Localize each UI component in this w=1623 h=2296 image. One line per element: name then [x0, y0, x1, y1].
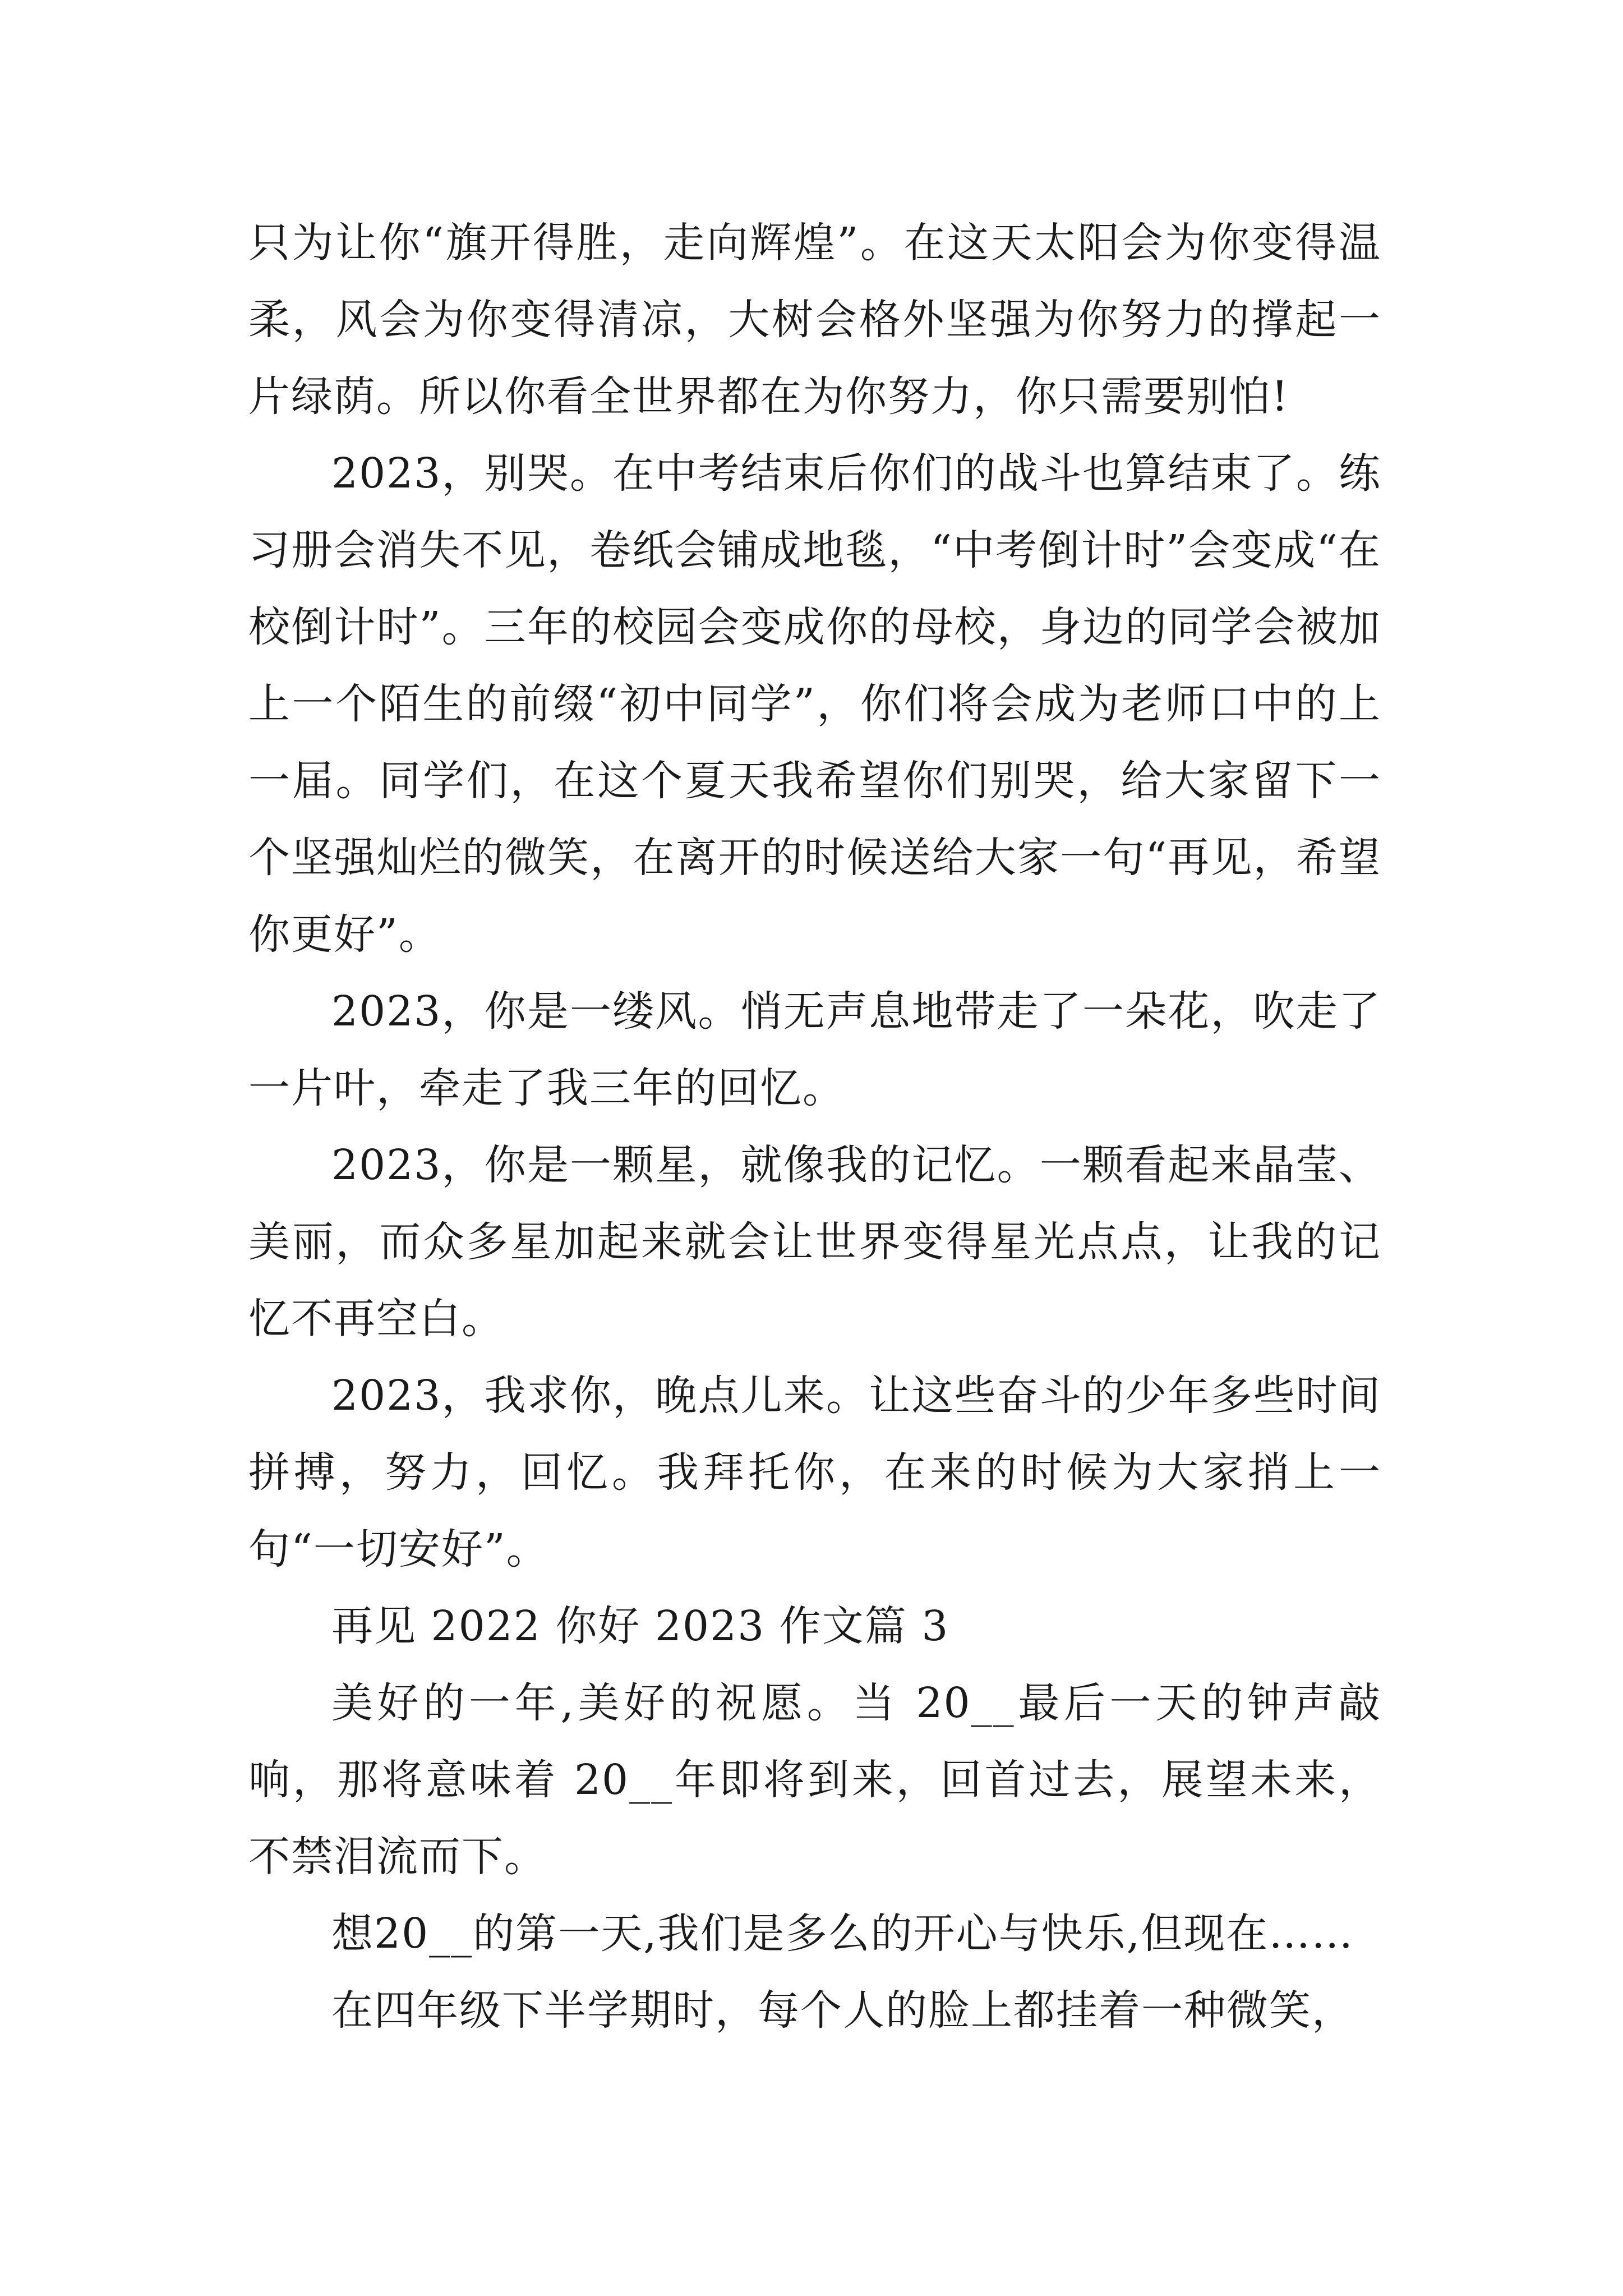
paragraph-8: 在四年级下半学期时，每个人的脸上都挂着一种微笑，: [331, 1986, 1354, 2035]
paragraph-1: 只为让你“旗开得胜，走向辉煌”。在这天太阳会为你变得温柔，风会为你变得清凉，大树会格外坚强为你努力的撑起一片绿荫。所以你看全世界都在为你努力，你只需要别怕!: [248, 219, 1381, 421]
document-body: [248, 205, 1381, 2049]
paragraph-3: 2023，你是一缕风。悄无声息地带走了一朵花，吹走了一片叶，牵走了我三年的回忆。: [248, 987, 1381, 1112]
paragraph-2: 2023，别哭。在中考结束后你们的战斗也算结束了。练习册会消失不见，卷纸会铺成地毯，“中考倒计时”会变成“在校倒计时”。三年的校园会变成你的母校，身边的同学会被加上一个陌生的前缀“初中同学”，你们将会成为老师口中的上一届。同学们，在这个夏天我希望你们别哭，给大家留下一个坚强灿烂的微笑，在离开的时候送给大家一句“再见，希望你更好”。: [248, 449, 1381, 959]
section-heading: 再见 2022 你好 2023 作文篇 3: [331, 1602, 949, 1650]
paragraph-5: 2023，我求你，晚点儿来。让这些奋斗的少年多些时间拼搏，努力，回忆。我拜托你，在来的时候为大家捎上一句“一切安好”。: [248, 1372, 1381, 1573]
paragraph-4: 2023，你是一颗星，就像我的记忆。一颗看起来晶莹、美丽，而众多星加起来就会让世界变得星光点点，让我的记忆不再空白。: [248, 1141, 1381, 1343]
paragraph-6: 美好的一年,美好的祝愿。当 20__最后一天的钟声敲响，那将意味着 20__年即将到来，回首过去，展望未来，不禁泪流而下。: [248, 1679, 1381, 1881]
paragraph-7: 想20__的第一天,我们是多么的开心与快乐,但现在……: [331, 1910, 1354, 1958]
